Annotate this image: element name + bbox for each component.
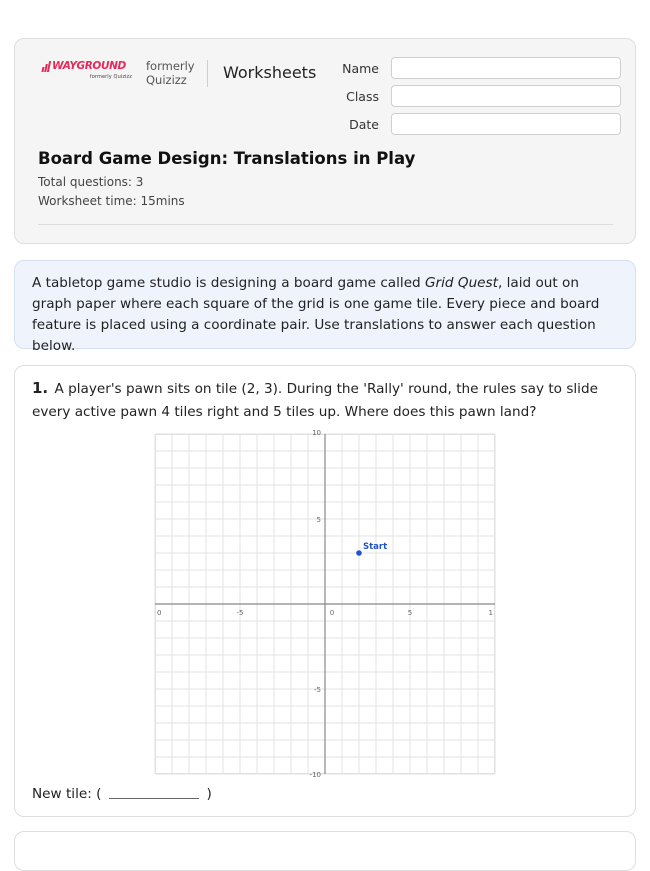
header-divider [207,60,208,87]
x-tick-label: 0 [157,609,162,617]
x-tick-label: 1 [488,609,493,617]
logo-text: WAYGROUND [52,60,126,72]
formerly-quizizz-note [146,59,195,87]
question-card [14,365,636,817]
wayground-logo [42,61,132,80]
data-point [356,550,362,556]
next-question-card [14,831,636,871]
y-tick-label: 5 [316,516,321,524]
class-label: Class [346,89,379,104]
answer-suffix: ) [206,786,212,802]
date-label: Date [349,117,379,132]
logo-subtext: formerly Quizizz [89,74,132,80]
x-tick-label: -5 [236,609,244,617]
formerly-line: formerly [146,59,195,73]
class-field[interactable] [391,85,621,107]
intro-text [32,273,621,357]
quizizz-line: Quizizz [146,73,187,87]
y-tick-label: -10 [309,771,321,779]
y-tick-label: -5 [314,686,321,694]
date-field[interactable] [391,113,621,135]
total-questions: Total questions: 3 [38,175,144,189]
worksheet-title: Board Game Design: Translations in Play [38,149,416,168]
point-label: Start [363,542,388,552]
game-name: Grid Quest [425,275,498,291]
header-rule [38,224,613,225]
worksheet-header [14,38,636,244]
question-text [32,377,621,424]
x-tick-label: 0 [329,609,335,617]
answer-row [32,786,212,802]
question-number: 1. [32,379,49,397]
question-prompt: A player's pawn sits on tile (2, 3). During the 'Rally' round, the rules say to slide every active pawn 4 tiles right and 5 tiles up. Where does this pawn land? [32,381,598,420]
name-label: Name [342,61,379,76]
intro-text-end: , laid out on graph paper where each square of the grid is one game tile. Every piece and board feature is placed using a coordinate pair. Use translations to answer each question below. [32,275,600,354]
y-tick-label: 10 [312,429,321,437]
logo-bars-icon [42,61,50,72]
answer-prefix: New tile: ( [32,786,102,802]
intro-text-start: A tabletop game studio is designing a board game called [32,275,426,291]
name-field[interactable] [391,57,621,79]
section-title: Worksheets [223,63,317,82]
answer-blank[interactable] [109,798,199,799]
x-tick-label: 5 [407,609,413,617]
worksheet-time: Worksheet time: 15mins [38,194,185,208]
coordinate-grid [155,429,495,779]
intro-passage [14,260,636,354]
